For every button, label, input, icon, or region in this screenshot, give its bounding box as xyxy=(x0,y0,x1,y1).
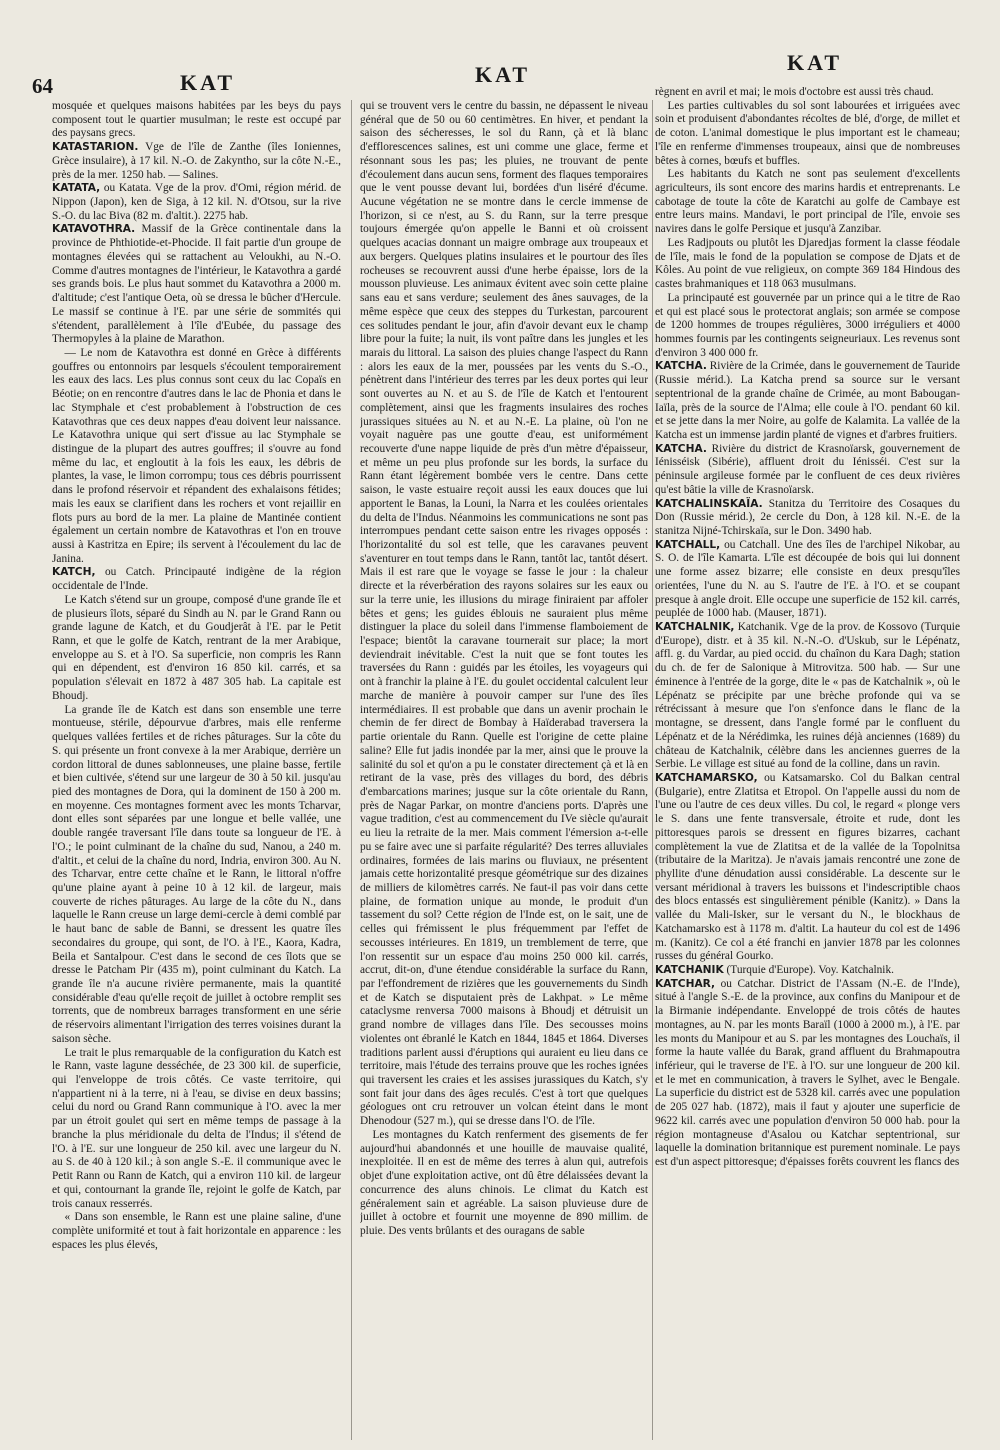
paragraph: Les montagnes du Katch renferment des gisements de fer aujourd'hui abandonnés et une houille de mauvaise qualité, inexploitée. Il en est de même des terres à alun qui, autrefois objet d'une exploitation active, ont dû être délaissées devant la concurrence des aluns chinois. Le climat du Katch est généralement sain et agréable. La saison pluvieuse dure de juillet à octobre et fournit une moyenne de 890 millim. de pluie. Des vents brûlants et des ouragans de sable xyxy=(360,1128,648,1237)
dictionary-entry xyxy=(52,141,341,182)
paragraph: qui se trouvent vers le centre du bassin, ne dépassent le niveau général que de 50 ou 60 centimètres. En hiver, et pendant la saison des sécheresses, le sol du Rann, çà et là blanc d'efflorescences salines, est uni comme une glace, ferme et résonnant sous les pas; les pluies, ne trouvant de pente d'écoulement dans aucun sens, forment des flaques temporaires que le vent pousse devant lui, bordées d'un liséré d'écume. Aucune végétation ne se montre dans le cercle immense de l'horizon, si ce n'est, au S. du Rann, sur la terre presque toujours émergée qu'on appelle le Banni et où croissent quelques acacias donnant un maigre ombrage aux troupeaux et aux bergers. Quelques platins insulaires et le pourtour des îles rocheuses se recouvrent aussi d'une herbe épaisse, lors de la mousson pluvieuse. Les animaux évitent avec soin cette plaine sans eau et sans verdure; seulement des ânes sauvages, de la même espèce que ceux des steppes du Turkestan, parcourent ces solitudes pendant le jour, afin d'avoir devant eux le champ libre pour la fuite; la nuit, ils vont paître dans les jungles et les marais du littoral. La saison des pluies change l'aspect du Rann : alors les eaux de la mer, poussées par les vents du S.-O., pénètrent dans l'intérieur des terres par les deux portes qui leur sont ouvertes au N. et au S. de l'île de Katch et l'entourent complètement, ainsi que les fragments insulaires des roches jurassiques situées au N. et au N.-E. La plaine, où l'on ne voyait naguère pas une goutte d'eau, est uniformément recouverte d'une nappe liquide de près d'un mètre d'épaisseur, et même un peu plus profonde sur les bords, la surface du Rann étant légèrement bombée vers le centre. Dans cette saison, le vaste estuaire reçoit aussi les eaux douces que lui apportent le Banas, la Louni, la Narra et les coulées orientales du delta de l'Indus. Néanmoins les communications ne sont pas interrompues pendant cette saison entre les rivages opposés : l'horizontalité du sol est telle, que les caravanes peuvent s'aventurer en tout temps dans le Rann, tantôt lac, tantôt désert. Mais il est rare que le voyage se fasse le jour : la chaleur directe et la réverbération des rayons solaires sur les eaux ou sur la terre unie, les illusions du mirage finiraient par affoler bêtes et gens; les guides éblouis ne sauraient plus même distinguer la place du soleil dans l'immense flamboiement de l'espace; bientôt la caravane tournerait sur place; la mort deviendrait inévitable. C'est la nuit que se font toutes les traversées du Rann : guidés par les étoiles, les voyageurs qui ont à franchir la plaine à l'E. du goulet occidental calculent leur marche de manière à pouvoir camper sur l'une des îles intermédiaires. Il est probable que dans un avenir prochain le chemin de fer direct de Bombay à Haïderabad traversera la partie orientale du Rann. Quelle est l'origine de cette plaine saline? Elle fut jadis inondée par la mer, ainsi que le prouve la salinité du sol et qu'on a pu le constater directement çà et là en retirant de la vase, près des villages du bord, des débris d'embarcations marines; jusque sur la côte orientale du Rann, près de Nagar Parkar, on montre d'anciens ports. D'après une vague tradition, c'est au commencement du IVe siècle qu'aurait eu lieu la retraite de la mer. Mais comment l'émersion a-t-elle pu se faire avec une si parfaite régularité? Des terres alluviales ordinaires, formées de lais marins ou fluviaux, ne présentent jamais cette horizontalité presque géométrique sur des dizaines de milliers de kilomètres carrés. Ne faut-il pas voir dans cette plaine, de formation unique au monde, le produit d'un tassement du sol? Cette région de l'Inde est, on le sait, une de celles qui frémissent le plus fréquemment par l'effet de secousses intérieures. En 1819, un tremblement de terre, que l'on ressentit sur un espace d'au moins 250 000 kil. carrés, accrut, dit-on, d'une étendue considérable la surface du Rann, par l'effondrement de rizières que les gouvernements du Sindh et de Katch se disputaient près de Lakhpat. » Le même cataclysme renversa 7000 maisons à Bhoudj et détruisit un grand nombre de villages dans l'île. Des secousses moins violentes ont ébranlé le Katch en 1844, 1845 et 1864. Diverses traditions parlent aussi d'éruptions qui auraient eu lieu dans ce territoire, mais l'étude des terrains prouve que les roches ignées qui traversent les craies et les assises jurassiques du Katch, s'y sont fait jour dans des âges reculés. C'est à tort que quelques géologues ont cru retrouver un volcan éteint dans le mont Dhenodour (527 m.), qui se dresse dans l'O. de l'île. xyxy=(360,100,648,1128)
running-head-left: KAT xyxy=(180,70,236,95)
dictionary-entry xyxy=(655,964,960,978)
column-divider xyxy=(351,100,352,1440)
dictionary-entry xyxy=(655,772,960,964)
paragraph: Les habitants du Katch ne sont pas seulement d'excellents agriculteurs, ils sont encore des marins hardis et entreprenants. Le cabotage de toute la côte de Karatchi au golfe de Cambaye est entre leurs mains. Mandavi, le port principal de l'île, envoie ses navires dans le golfe Persique et jusqu'à Zanzibar. xyxy=(655,168,960,236)
entry-headword: KATCHALINSKAÏA. xyxy=(655,497,763,510)
paragraph: Le trait le plus remarquable de la configuration du Katch est le Rann, vaste lagune desséchée, de 23 300 kil. de superficie, qui l'enveloppe de trois côtés. Ce vaste territoire, qui n'appartient ni à la terre, ni à l'eau, se divise en deux bassins; celui du nord ou Grand Rann communique à l'O. avec la mer par un étroit goulet qui sert en même temps de passage à la branche la plus méridionale du delta de l'Indus; il s'étend de l'O. à l'E. sur une longueur de 250 kil. avec une largeur du N. au S. de 40 à 120 kil.; à son angle S.-E. il communique avec le Petit Rann ou Rann de Katch, qui a environ 110 kil. de largeur et qui, contournant la grande île, rejoint le golfe de Katch, par trois canaux resserrés. xyxy=(52,1046,341,1210)
entry-text: (Turquie d'Europe). Voy. Katchalnik. xyxy=(723,964,894,976)
entry-headword: KATCH, xyxy=(52,566,96,579)
entry-text: Massif de la Grèce continentale dans la province de Phthiotide-et-Phocide. Il fait partie d'un groupe de montagnes élevées qui se rattachent au Veloukhi, au N.-O. Comme d'autres montagnes de l'intérieur, le Katavothra a gardé ses grands bois. Le plus haut sommet du Katavothra a 2000 m. d'altitude; c'est l'antique Oeta, où se dressa le bûcher d'Hercule. Le massif se continue à l'E. par une série de sommités qui s'étendent, parallèlement à l'île d'Eubée, du passage des Thermopyles à la plaine de Marathon. xyxy=(52,223,341,346)
dictionary-entry xyxy=(655,360,960,442)
entry-text: Rivière de la Crimée, dans le gouvernement de Tauride (Russie mérid.). La Katcha prend sa source sur le versant septentrional de la grande chaîne de Crimée, au mont Babougan-Iaïla, près de la source de l'Alma; elle coule à l'O. pendant 60 kil. et se jette dans la mer Noire, au golfe de Kalamita. La vallée de la Katcha est un immense jardin planté de vignes et d'arbres fruitiers. xyxy=(655,360,960,441)
running-head-right: KAT xyxy=(787,50,843,75)
entry-text: Rivière du district de Krasnoïarsk, gouvernement de Iénisséisk (Sibérie), affluent droit du Iénisséi. C'est sur la péninsule argileuse formée par le confluent de ces deux rivières qu'est bâtie la ville de Krasnoïarsk. xyxy=(655,442,960,496)
dictionary-entry xyxy=(655,539,960,621)
entry-text: Stanitza du Territoire des Cosaques du Don (Russie mérid.), 2e cercle du Don, à 128 kil. N.-E. de la stanitza Nijné-Tchirskaïa, sur le Don. 3490 hab. xyxy=(655,497,960,537)
entry-text: ou Catchar. District de l'Assam (N.-E. de l'Inde), situé à l'angle S.-E. de la province, aux confins du Manipour et de la Birmanie indépendante. Enveloppé de trois côtés de hautes montagnes, au N. par les monts Baraïl (1000 à 2000 m.), à l'E. par les monts du Manipour et au S. par les montagnes des Louchaïs, il forme la haute vallée du Barak, grand affluent du Brahmapoutra inférieur, qui le traverse de l'E. à l'O. sur une longueur de 200 kil. et le met en communication, à travers le Sylhet, avec le Bengale. La superficie du district est de 5328 kil. carrés avec une population de 205 027 hab. (1872), mais il faut y ajouter une superficie de 9622 kil. carrés avec une population d'environ 50 000 hab. pour la région montagneuse d'Asalou ou Katchar septentrional, sur laquelle la domination britannique est purement nominale. Le pays est d'un aspect pittoresque; d'épaisses forêts couvrent les flancs des xyxy=(655,977,960,1169)
dictionary-entry xyxy=(52,182,341,223)
entry-text: ou Catch. Principauté indigène de la région occidentale de l'Inde. xyxy=(52,566,341,593)
entry-text: ou Katsamarsko. Col du Balkan central (Bulgarie), entre Zlatitsa et Etropol. On l'appelle aussi du nom de l'une ou l'autre de ces deux villes. Du col, le regard « plonge vers le S. dans une fente transversale, étroite et rude, dont les pittoresques parois se dressent en figures bizarres, cachant complètement la vue de Zlatitsa et de la vallée de la Topolnitsa (tributaire de la Maritza). Je n'avais jamais rencontré une zone de phyllite d'une dénudation aussi considérable. La descente sur le versant méridional à travers les buissons et l'indescriptible chaos des blocs entassés est singulièrement pénible (Kanitz). » Dans la vallée du Mali-Isker, sur le versant du N., le blockhaus de Katchamarsko est à 1178 m. d'altit. La hauteur du col est de 1496 m. (Kanitz). Ce col a été franchi en janvier 1878 par les colonnes russes du général Gourko. xyxy=(655,771,960,963)
page-number: 64 xyxy=(32,74,53,98)
column-divider xyxy=(652,100,653,1440)
entry-headword: KATCHAR, xyxy=(655,977,716,990)
paragraph: Le Katch s'étend sur un groupe, composé d'une grande île et de plusieurs îlots, séparé du Sindh au N. par le Grand Rann ou grande lagune de Katch, et du Goudjerât à l'E. par le Petit Rann, et que le golfe de Katch, rentrant de la mer Arabique, enveloppe au S. et à l'O. Sa superficie, non compris les Rann qui en dépendent, est d'environ 16 850 kil. carrés, et sa population s'élevait en 1872 à 487 305 hab. La capitale est Bhoudj. xyxy=(52,593,341,702)
paragraph: Les parties cultivables du sol sont labourées et irriguées avec soin et produisent d'abondantes récoltes de blé, d'orge, de millet et de coton. L'animal domestique le plus important est le chameau; l'île en renferme d'immenses troupeaux, ainsi que de nombreuses bêtes à cornes, bœufs et buffles. xyxy=(655,99,960,167)
dictionary-entry xyxy=(655,621,960,772)
entry-headword: KATAVOTHRA. xyxy=(52,223,136,236)
entry-text: ou Catchall. Une des îles de l'archipel Nikobar, au S. O. de l'île Kamarta. L'île est découpée de bois qui lui donnent une forme assez bizarre; elle consiste en deux presqu'îles orientées, l'une du N. au S. l'autre de l'E. à l'O. et se coupant presque à angle droit. Elle occupe une superficie de 152 kil. carrés, peuplée de 1000 hab. (Mauser, 1871). xyxy=(655,538,960,620)
entry-headword: KATCHA. xyxy=(655,360,707,373)
paragraph: La principauté est gouvernée par un prince qui a le titre de Rao et qui est placé sous le protectorat anglais; son armée se compose de 1200 hommes de troupes régulières, 3000 irréguliers et 4000 hommes fournis par les contingents seigneuriaux. Les revenus sont d'environ 3 400 000 fr. xyxy=(655,291,960,359)
paragraph: règnent en avril et mai; le mois d'octobre est aussi très chaud. xyxy=(655,86,934,98)
entry-text: Vge de l'île de Zanthe (îles Ioniennes, Grèce insulaire), à 17 kil. N.-O. de Zakyntho, sur la côte N.-E., près de la mer. 1250 hab. — Salines. xyxy=(52,141,341,181)
entry-headword: KATCHALNIK, xyxy=(655,621,735,634)
running-head-center: KAT xyxy=(475,62,531,87)
text-column-center xyxy=(360,100,648,1444)
dictionary-entry xyxy=(655,978,960,1170)
entry-headword: KATATA, xyxy=(52,182,101,195)
entry-headword: KATCHALL, xyxy=(655,538,721,551)
entry-headword: KATASTARION. xyxy=(52,141,139,154)
entry-text: Katchanik. Vge de la prov. de Kossovo (Turquie d'Europe), distr. et à 35 kil. N.-N.-O. d'Uskub, sur le Lépénatz, affl. g. du Vardar, au pied occid. du chaînon du Kara Dagh; station du ch. de fer de Salonique à Mitrovitza. 500 hab. — Sur une éminence à l'entrée de la gorge, dite le « pas de Katchalnik », où le Lépénatz se précipite par une brèche profonde qui va se rétrécissant à mesure que l'on s'enfonce dans le flanc de la montagne, se dressent, dans l'angle formé par le confluent du Lépénatz et de la Nérédimka, les ruines déjà anciennes (1689) du château de Katchalnik, célèbre dans les anciennes guerres de la Serbie. Le village est situé au fond de la colline, dans un ravin. xyxy=(655,621,960,771)
entry-headword: KATCHAMARSKO, xyxy=(655,771,758,784)
text-column-right xyxy=(655,86,960,1444)
text-column-left xyxy=(52,100,341,1444)
paragraph: La grande île de Katch est dans son ensemble une terre montueuse, stérile, dépourvue d'arbres, mais elle renferme quelques vallées fertiles et de riches pâturages. Sur la côte du S. qui présente un front convexe à la mer Arabique, derrière un cordon littoral de dunes sablonneuses, une plaine basse, fertile et bien cultivée, s'étend sur une largeur de 30 à 50 kil. jusqu'au pied des montagnes de Dora, qui la dominent de 150 à 200 m. en moyenne. Ces montagnes forment avec les monts Tcharvar, dont elles sont séparées par une longue et belle vallée, une double rangée traversant l'île dans toute sa longueur de l'E. à l'O.; le point culminant de la chaîne du sud, Nanou, a 240 m. d'altit., et celui de la chaîne du nord, Indria, environ 300. Au N. des Tcharvar, entre cette chaîne et le Rann, le littoral n'offre qu'une plaine ayant à peine 10 à 12 kil. de largeur, mais couverte de riches pâturages. Au large de la côte du N., dans laquelle le Rann creuse un large demi-cercle à demi comblé par le haut banc de sable de Banni, se dressent les quatre îles secondaires du groupe, qui sont, de l'O. à l'E., Kaora, Kadra, Beila et Santalpour. C'est dans le second de ces îlots que se dresse le Patcham Pir (435 m), point culminant du Katch. La grande île n'a aucune rivière permanente, mais la quantité considérable d'eau qu'elle reçoit de juillet à octobre remplit ses torrents, que de nombreux barrages transforment en une série de réservoirs alimentant l'irrigation des terres voisines durant la saison sèche. xyxy=(52,703,341,1045)
dictionary-entry xyxy=(655,443,960,498)
paragraph: mosquée et quelques maisons habitées par les beys du pays composent tout le quartier musulman; le reste est occupé par des paysans grecs. xyxy=(52,100,341,140)
paragraph: Les Radjpouts ou plutôt les Djaredjas forment la classe féodale de l'île, mais le fond de la population se compose de Djats et de Kôles. Au point de vue religieux, on compte 369 184 Hindous des castes brahmaniques et 118 063 musulmans. xyxy=(655,236,960,291)
dictionary-entry xyxy=(52,223,341,346)
dictionary-entry xyxy=(655,498,960,539)
paragraph: « Dans son ensemble, le Rann est une plaine saline, d'une complète uniformité et tout à fait horizontale en apparence : les espaces les plus élevés, xyxy=(52,1211,341,1251)
paragraph: — Le nom de Katavothra est donné en Grèce à différents gouffres ou entonnoirs par lesquels s'écoulent temporairement les eaux des lacs. Les plus connus sont ceux du lac Copaïs en Béotie; on en rencontre d'autres dans le lac de Phonia et dans le lac Stymphale et c'est probablement à l'obstruction de ces Katavothras que ces deux nappes d'eau doivent leur naissance. Le Katavothra unique qui sert d'issue au lac Stymphale se distingue de la plupart des autres gouffres; il s'ouvre au fond même du lac, et engloutit à la fois les eaux, les débris de plantes, la vase, le limon corrompu; tous ces débris pourrissent dans le profond réservoir et répandent des exhalaisons fétides; mais les eaux se clarifient dans les rochers et vont rejaillir en flots purs au bord de la mer. La plaine de Mantinée contient également un certain nombre de Katavothras et l'on en trouve aussi à Kastritza en Epire; ils servent à l'écoulement du lac de Janina. xyxy=(52,346,341,565)
entry-headword: KATCHA. xyxy=(655,442,707,455)
entry-headword: KATCHANIK xyxy=(655,964,724,976)
dictionary-entry xyxy=(52,566,341,593)
entry-text: ou Katata. Vge de la prov. d'Omi, région mérid. de Nippon (Japon), ken de Siga, à 12 kil. N. d'Otsou, sur la rive S.-O. du lac Biva (82 m. d'altit.). 2275 hab. xyxy=(52,182,341,222)
